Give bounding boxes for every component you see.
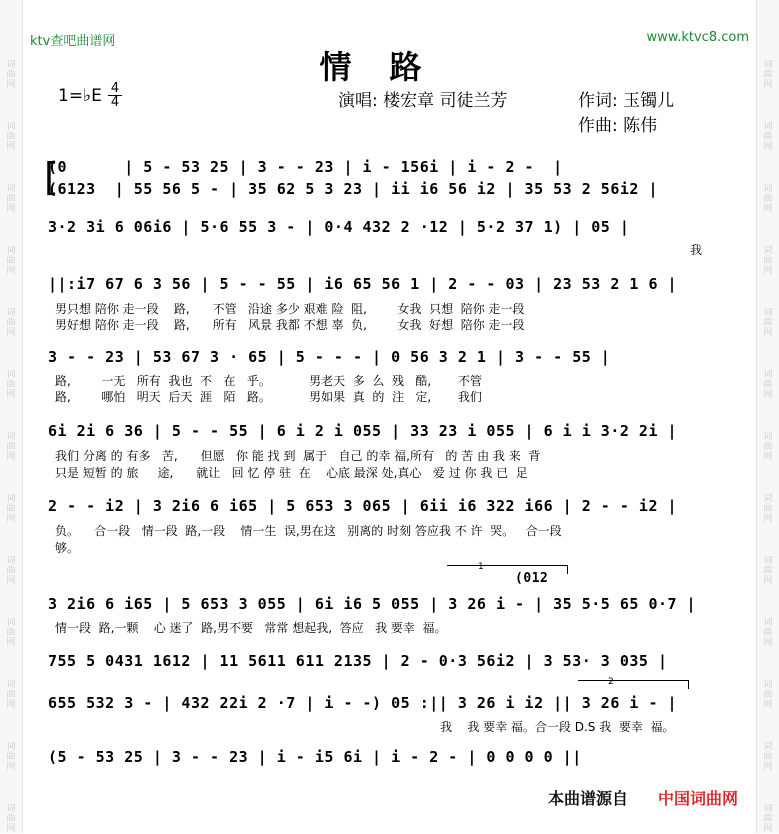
side-watermark: 词 曲 网 (6, 680, 16, 710)
side-watermark: 词 曲 网 (6, 804, 16, 834)
side-watermark: 词 曲 网 (6, 556, 16, 586)
lyric-row-5b: 只是 短暂 的 旅 途, 就让 回 忆 停 驻 在 心底 最深 处,真心 爱 过 你 我 已 足 (55, 466, 528, 480)
side-watermark: 词 曲 网 (6, 370, 16, 400)
second-ending-number: 2 (608, 677, 614, 687)
side-watermark: 词 曲 网 (6, 432, 16, 462)
side-watermark: 词 曲 网 (763, 556, 773, 586)
lyric-row-5a: 我们 分离 的 有多 苦, 但愿 你 能 找 到 属于 自己 的幸 福,所有 的 苦 由 我 来 背 (55, 449, 541, 463)
lyric-row-6a: 负。 合一段 情一段 路,一段 情一生 误,男在这 别离的 时刻 答应我 不 许 哭。 合一段 (55, 524, 562, 538)
side-watermark: 词 曲 网 (763, 122, 773, 152)
score-row-3: ||:i7 67 6 3 56 | 5 - - 55 | i6 65 56 1 | 2 - - 03 | 23 53 2 1 6 | (48, 275, 678, 293)
score-row-7: 3 2i6 6 i65 | 5 653 3 055 | 6i i6 5 055 | 3 26 i - | 35 5·5 65 0·7 | (48, 595, 697, 613)
first-ending-number: 1 (478, 562, 484, 572)
score-row-6: 2 - - i2 | 3 2i6 6 i65 | 5 653 3 065 | 6ii i6 322 i66 | 2 - - i2 | (48, 497, 678, 515)
time-signature-top: 4 (110, 81, 120, 96)
second-ending-bracket (578, 680, 689, 689)
lyric-row-2: 我 (690, 243, 703, 257)
system-brace: [ (44, 155, 59, 199)
side-watermark: 词 曲 网 (763, 60, 773, 90)
side-watermark: 词 曲 网 (6, 494, 16, 524)
lyric-row-9: 我 我 要幸 福。合一段 D.S 我 要幸 福。 (440, 720, 675, 734)
side-watermark: 词 曲 网 (763, 246, 773, 276)
side-watermark: 词 曲 网 (6, 122, 16, 152)
side-watermark: 词 曲 网 (763, 432, 773, 462)
site-name-left[interactable]: ktv查吧曲谱网 (30, 34, 116, 49)
singers: 演唱: 楼宏章 司徒兰芳 (338, 91, 508, 111)
source-label: 本曲谱源自 (548, 789, 629, 808)
side-watermark: 词 曲 网 (6, 184, 16, 214)
lyric-row-3b: 男好想 陪你 走一段 路, 所有 风景 我都 不想 辜 负, 女我 好想 陪你 走一段 (55, 318, 525, 332)
pickup-notes: (012 (515, 571, 549, 586)
side-watermark: 词 曲 网 (763, 804, 773, 834)
score-row-5: 6i 2i 6 36 | 5 - - 55 | 6 i 2 i 055 | 33 23 i 055 | 6 i i 3·2 2i | (48, 422, 678, 440)
site-url-right[interactable]: www.ktvc8.com (646, 30, 749, 45)
time-signature-bottom: 4 (108, 95, 122, 109)
score-row-8: 755 5 0431 1612 | 11 5611 611 2135 | 2 - 0·3 56i2 | 3 53· 3 035 | (48, 652, 668, 670)
source-site-link[interactable]: 中国词曲网 (658, 789, 739, 808)
lyricist: 作词: 玉镯儿 (578, 91, 675, 111)
score-row-1a: (0 | 5 - 53 25 | 3 - - 23 | i - 156i | i - 2 - | (48, 158, 563, 176)
lyric-row-6b: 够。 (55, 541, 80, 555)
side-watermark: 词 曲 网 (763, 184, 773, 214)
side-watermark: 词 曲 网 (6, 308, 16, 338)
lyric-row-3a: 男只想 陪你 走一段 路, 不管 沿途 多少 艰难 险 阻, 女我 只想 陪你 走一段 (55, 302, 525, 316)
side-watermark: 词 曲 网 (763, 680, 773, 710)
lyric-row-4a: 路, 一无 所有 我也 不 在 乎。 男老天 多 么 残 酷, 不管 (55, 374, 482, 388)
time-signature (108, 82, 122, 109)
composer: 作曲: 陈伟 (578, 116, 658, 136)
side-watermark: 词 曲 网 (6, 618, 16, 648)
lyric-row-7: 情一段 路,一颗 心 迷了 路,男不要 常常 想起我, 答应 我 要幸 福。 (55, 621, 447, 635)
side-watermark: 词 曲 网 (6, 742, 16, 772)
lyric-row-4b: 路, 哪怕 明天 后天 涯 陌 路。 男如果 真 的 注 定, 我们 (55, 390, 482, 404)
score-row-4: 3 - - 23 | 53 67 3 · 65 | 5 - - - | 0 56 3 2 1 | 3 - - 55 | (48, 348, 611, 366)
side-watermark: 词 曲 网 (763, 742, 773, 772)
side-watermark: 词 曲 网 (763, 308, 773, 338)
side-watermark: 词 曲 网 (6, 60, 16, 90)
score-row-1b: (6123 | 55 56 5 - | 35 62 5 3 23 | ii i6 56 i2 | 35 53 2 56i2 | (48, 180, 658, 198)
score-row-2: 3·2 3i 6 06i6 | 5·6 55 3 - | 0·4 432 2 ·12 | 5·2 37 1) | 05 | (48, 218, 630, 236)
score-row-9: 655 532 3 - | 432 22i 2 ·7 | i - -) 05 :|| 3 26 i i2 || 3 26 i - | (48, 694, 678, 712)
song-title: 情路 (319, 48, 460, 86)
score-row-10: (5 - 53 25 | 3 - - 23 | i - i5 6i | i - 2 - | 0 0 0 0 || (48, 748, 582, 766)
key-signature: 1=♭E (58, 86, 102, 106)
side-watermark: 词 曲 网 (763, 618, 773, 648)
side-watermark: 词 曲 网 (763, 370, 773, 400)
side-watermark: 词 曲 网 (763, 494, 773, 524)
side-watermark: 词 曲 网 (6, 246, 16, 276)
